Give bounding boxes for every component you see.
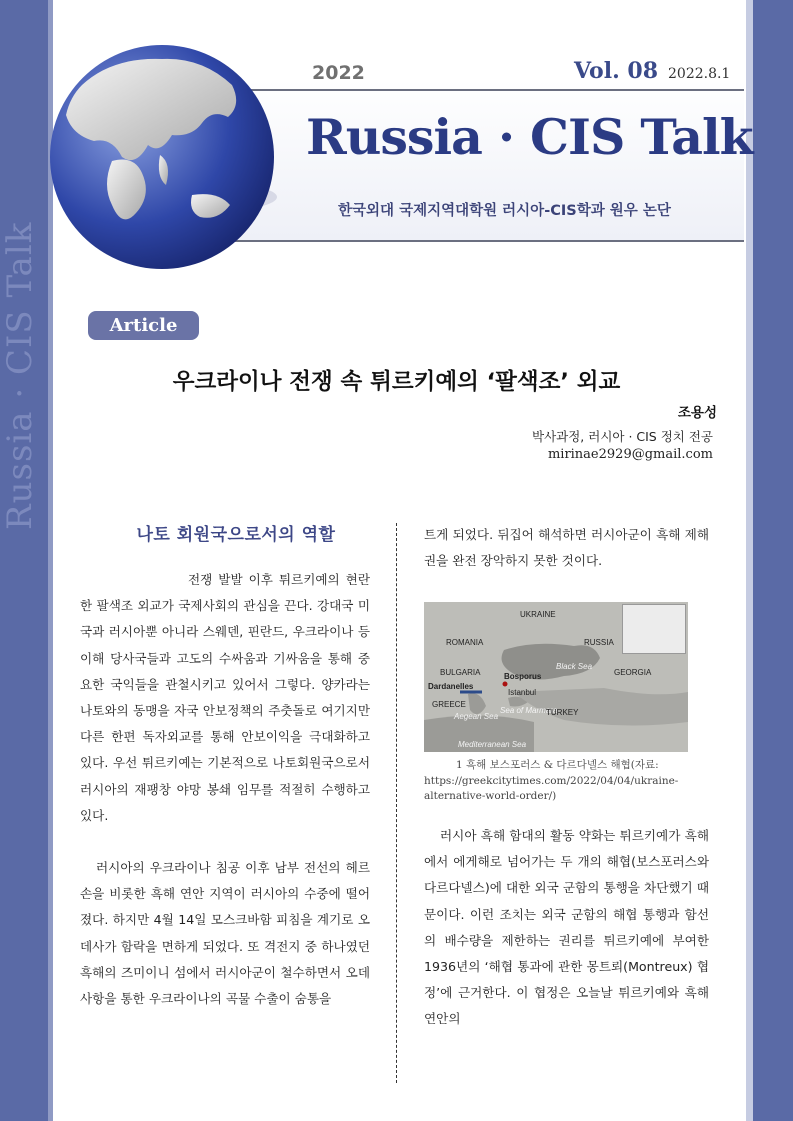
article-tag: Article xyxy=(88,311,199,340)
map-label: Sea of Marmara xyxy=(500,706,558,716)
map-label: TURKEY xyxy=(546,708,579,718)
map-label: Istanbul xyxy=(508,688,537,698)
newsletter-subtitle: 한국외대 국제지역대학원 러시아-CIS학과 원우 논단 xyxy=(338,203,671,219)
map-inset xyxy=(622,604,686,654)
globe-logo xyxy=(42,45,282,275)
article-title: 우크라이나 전쟁 속 튀르키예의 ‘팔색조’ 외교 xyxy=(172,369,621,395)
caption-text: 흑해 보스포러스 & 다르다넬스 해협(자료: https://greekcitytimes.com/2022/04/04/ukraine-alternative-world-order/) xyxy=(424,759,679,803)
volume-number: Vol. 08 xyxy=(574,58,659,84)
paragraph: 트게 되었다. 뒤집어 해석하면 러시아군이 흑해 제해권을 완전 장악하지 못한 것이다. xyxy=(424,527,709,569)
map-label: Bosporus xyxy=(504,672,542,682)
strait-map xyxy=(424,602,688,752)
right-accent-band xyxy=(746,0,753,1121)
paragraph: 러시아의 우크라이나 침공 이후 남부 전선의 헤르손을 비롯한 흑해 연안 지역이 러시아의 수중에 떨어졌다. 하지만 4월 14일 모스크바함 피침을 계기로 오데사가 함락을 면하게 되었다. 또 격전지 중 하나였던 흑해의 즈미이니 섬에서 러시아군이 철수하면서 오데사항을 통한 우크라이나의 곡물 수출이 숨통을 xyxy=(80,860,370,1007)
side-watermark-text: Russia · CIS Talk xyxy=(0,221,40,530)
issue-date: 2022.8.1 xyxy=(668,66,731,82)
section-heading: 나토 회원국으로서의 역할 xyxy=(136,525,336,545)
left-color-band xyxy=(0,0,48,1121)
map-label: ROMANIA xyxy=(446,638,484,648)
left-column xyxy=(80,520,370,1012)
map-label: RUSSIA xyxy=(584,638,614,648)
map-label: UKRAINE xyxy=(520,610,556,620)
map-label: Black Sea xyxy=(556,662,593,672)
map-label: GEORGIA xyxy=(614,668,652,678)
right-column xyxy=(424,522,709,1033)
map-label: Mediterranean Sea xyxy=(458,740,527,750)
newsletter-title: Russia · CIS Talk xyxy=(306,108,753,166)
author-name: 조용성 xyxy=(677,405,717,421)
author-affiliation: 박사과정, 러시아 · CIS 정치 전공 xyxy=(532,429,713,444)
map-label: Aegean Sea xyxy=(454,712,499,722)
map-label: GREECE xyxy=(432,700,466,710)
caption-number: 1 xyxy=(456,759,463,772)
column-divider xyxy=(396,523,397,1083)
paragraph: 전쟁 발발 이후 튀르키예의 현란한 팔색조 외교가 국제사회의 관심을 끈다. 강대국 미국과 러시아뿐 아니라 스웨덴, 핀란드, 우크라이나 등 이해 당사국들과 고도의 수싸움과 기싸움을 통해 중요한 국익들을 관철시키고 있어서 그렇다. 양카라는 나토와의 동맹을 자국 안보정책의 주춧돌로 여기지만 다른 한편 독자외교를 통해 안보이익을 극대화하고 있다. 우선 튀르키예는 기본적으로 나토회원국으로서 러시아의 재팽창 야망 봉쇄 임무를 적절히 수행하고 있다. xyxy=(80,572,370,823)
map-label: Dardanelles xyxy=(428,682,474,692)
right-color-band xyxy=(753,0,793,1121)
figure-caption xyxy=(424,758,709,805)
paragraph: 러시아 흑해 함대의 활동 약화는 튀르키예가 흑해에서 에게해로 넘어가는 두 개의 해협(보스포러스와 다르다넬스)에 대한 외국 군함의 통행을 차단했기 때문이다. 이런 조치는 외국 군함의 해협 통행과 함선의 배수량을 제한하는 권리를 튀르키예에 부여한 1936년의 ‘해협 통과에 관한 몽트뢰(Montreux) 협정’에 근거한다. 이 협정은 오늘날 튀르키예와 흑해 연안의 xyxy=(424,827,709,1027)
author-email[interactable]: mirinae2929@gmail.com xyxy=(547,447,713,462)
map-label: BULGARIA xyxy=(440,668,481,678)
issue-year: 2022 xyxy=(312,62,365,84)
